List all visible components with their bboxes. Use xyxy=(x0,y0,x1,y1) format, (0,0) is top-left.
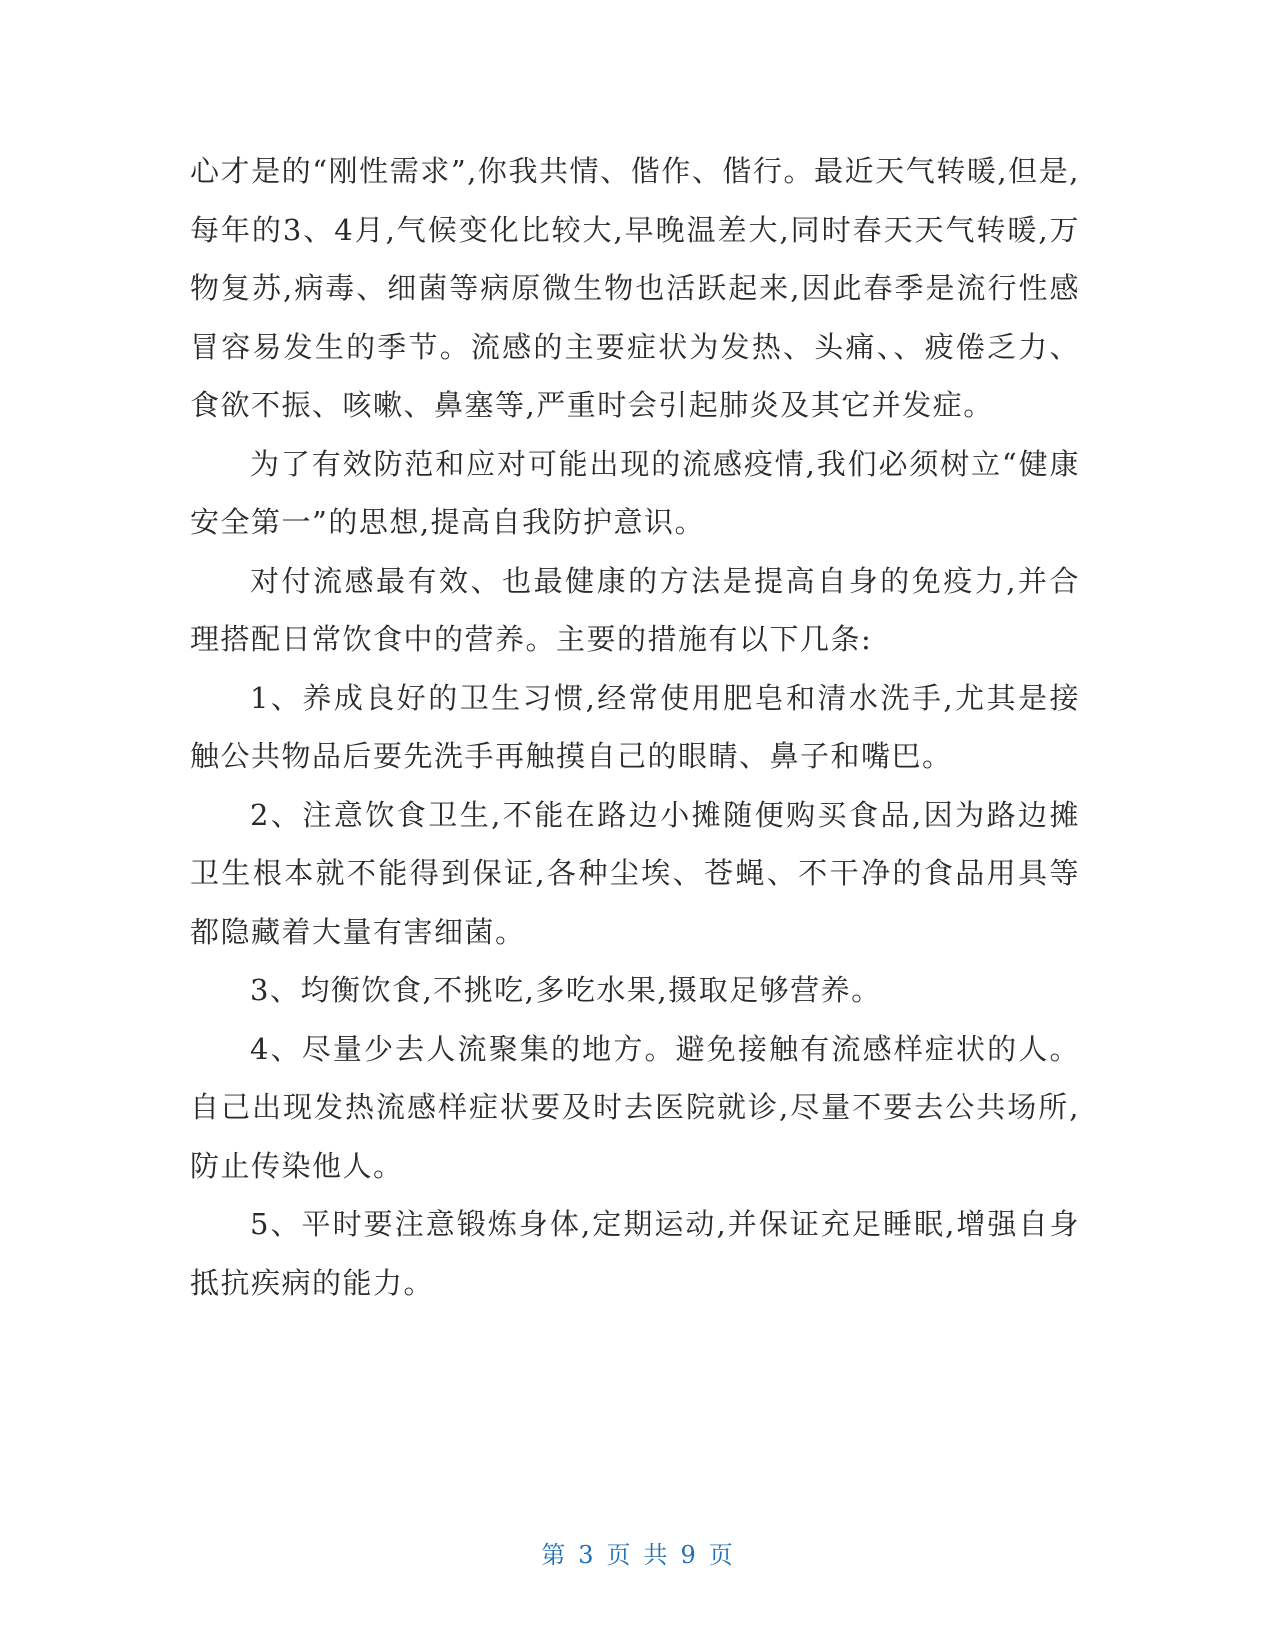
footer-page-label: 第 xyxy=(541,1541,567,1569)
list-item-food-safety: 2、注意饮食卫生,不能在路边小摊随便购买食品,因为路边摊卫生根本就不能得到保证,各种尘埃、苍蝇、不干净的食品用具等都隐藏着大量有害细菌。 xyxy=(190,797,1080,949)
list-item-exercise: 5、平时要注意锻炼身体,定期运动,并保证充足睡眠,增强自身抵抗疾病的能力。 xyxy=(190,1207,1080,1300)
page-footer xyxy=(0,1535,1275,1570)
paragraph-prevention-intro: 为了有效防范和应对可能出现的流感疫情,我们必须树立“健康安全第一”的思想,提高自我防护意识。 xyxy=(190,446,1080,539)
list-item-hygiene: 1、养成良好的卫生习惯,经常使用肥皂和清水洗手,尤其是接触公共物品后要先洗手再触摸自己的眼睛、鼻子和嘴巴。 xyxy=(190,680,1080,773)
list-item-avoid-crowds: 4、尽量少去人流聚集的地方。避免接触有流感样症状的人。自己出现发热流感样症状要及时去医院就诊,尽量不要去公共场所,防止传染他人。 xyxy=(190,1031,1080,1183)
footer-page-unit: 页 xyxy=(606,1541,632,1569)
footer-total-pages: 9 xyxy=(680,1541,697,1569)
list-item-balanced-diet: 3、均衡饮食,不挑吃,多吃水果,摄取足够营养。 xyxy=(250,973,882,1007)
paragraph-measures-intro: 对付流感最有效、也最健康的方法是提高自身的免疫力,并合理搭配日常饮食中的营养。主要的措施有以下几条: xyxy=(190,563,1080,656)
footer-total-label: 共 xyxy=(643,1541,669,1569)
document-body xyxy=(190,142,1080,1312)
paragraph-continuation: 心才是的“刚性需求”,你我共情、偕作、偕行。最近天气转暖,但是,每年的3、4月,气候变化比较大,早晚温差大,同时春天天气转暖,万物复苏,病毒、细菌等病原微生物也活跃起来,因此春季是流行性感冒容易发生的季节。流感的主要症状为发热、头痛、、疲倦乏力、食欲不振、咳嗽、鼻塞等,严重时会引起肺炎及其它并发症。 xyxy=(190,154,1080,422)
footer-page-number: 3 xyxy=(578,1541,595,1569)
footer-total-unit: 页 xyxy=(708,1541,734,1569)
